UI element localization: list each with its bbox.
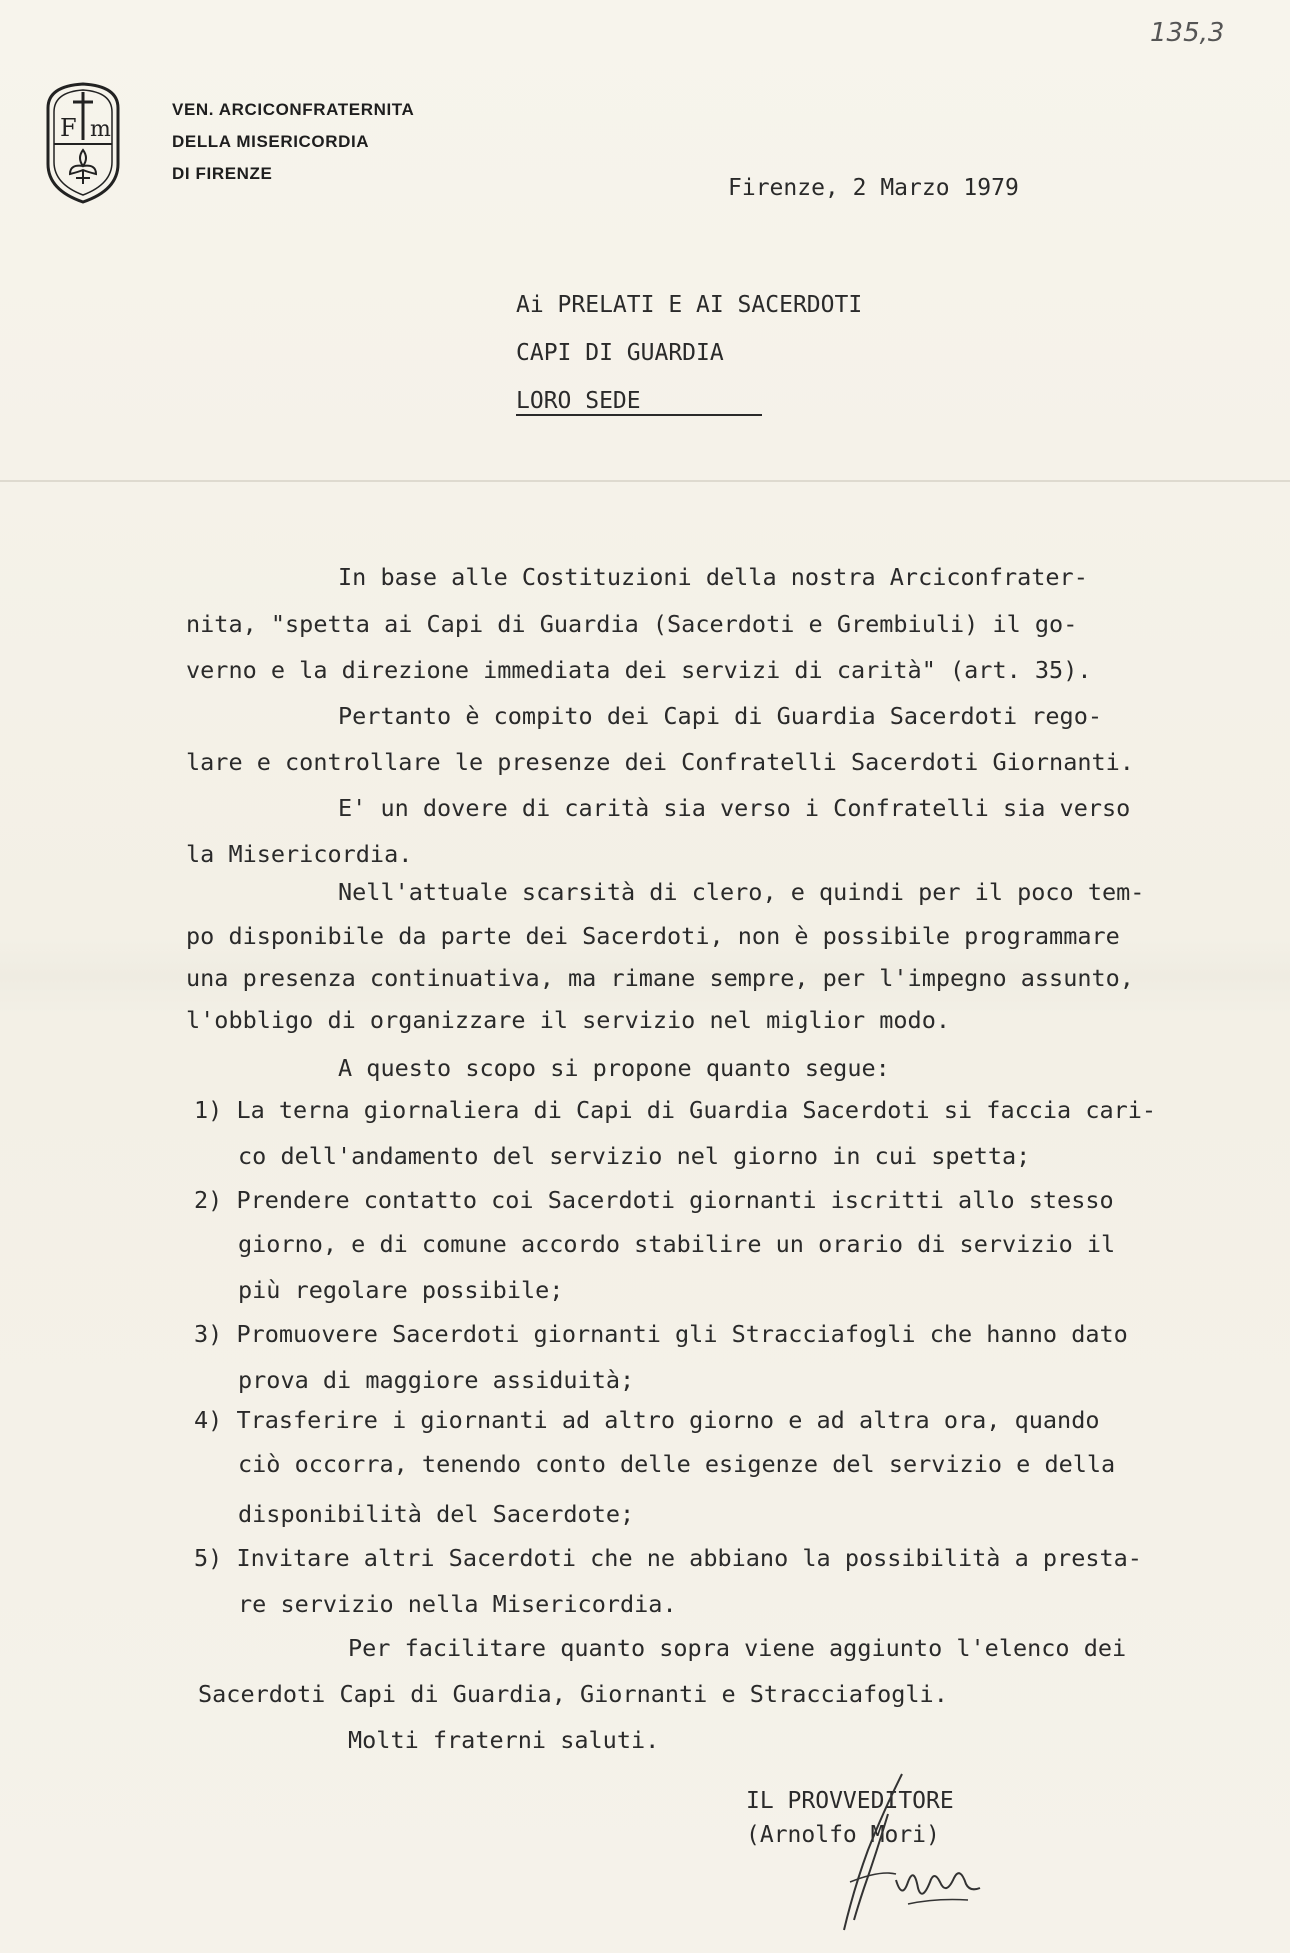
list-item-continuation: re servizio nella Misericordia. bbox=[238, 1590, 677, 1618]
recipient-line: Ai PRELATI E AI SACERDOTI bbox=[516, 292, 863, 318]
letterhead-line: VEN. ARCICONFRATERNITA bbox=[172, 100, 415, 119]
list-item: 5) Invitare altri Sacerdoti che ne abbiano la possibilità a presta- bbox=[194, 1544, 1142, 1572]
recipient-line: CAPI DI GUARDIA bbox=[516, 340, 724, 366]
handwritten-signature bbox=[784, 1770, 984, 1940]
body-line: Nell'attuale scarsità di clero, e quindi per il poco tem- bbox=[338, 878, 1145, 906]
body-line: lare e controllare le presenze dei Confratelli Sacerdoti Giornanti. bbox=[186, 748, 1134, 776]
body-line: po disponibile da parte dei Sacerdoti, non è possibile programmare bbox=[186, 922, 1120, 950]
body-line: Sacerdoti Capi di Guardia, Giornanti e Stracciafogli. bbox=[198, 1680, 948, 1708]
paper-fold bbox=[0, 480, 1290, 482]
letterhead-line: DELLA MISERICORDIA bbox=[172, 132, 370, 151]
list-item-continuation: co dell'andamento del servizio nel giorno in cui spetta; bbox=[238, 1142, 1031, 1170]
archive-number: 135,3 bbox=[1150, 18, 1225, 48]
list-item: 4) Trasferire i giornanti ad altro giorno e ad altra ora, quando bbox=[194, 1406, 1100, 1434]
body-line: l'obbligo di organizzare il servizio nel miglior modo. bbox=[186, 1006, 951, 1034]
svg-text:m: m bbox=[90, 117, 111, 142]
body-line: una presenza continuativa, ma rimane sempre, per l'impegno assunto, bbox=[186, 964, 1134, 992]
list-item-continuation: disponibilità del Sacerdote; bbox=[238, 1500, 635, 1528]
body-line: Pertanto è compito dei Capi di Guardia Sacerdoti rego- bbox=[338, 702, 1103, 730]
list-item-continuation: prova di maggiore assiduità; bbox=[238, 1366, 635, 1394]
list-item-continuation: ciò occorra, tenendo conto delle esigenze del servizio e della bbox=[238, 1450, 1116, 1478]
recipient-underline bbox=[516, 414, 762, 416]
list-item-continuation: più regolare possibile; bbox=[238, 1276, 564, 1304]
body-line: la Misericordia. bbox=[186, 840, 413, 868]
letter-date: Firenze, 2 Marzo 1979 bbox=[728, 175, 1019, 201]
body-line: A questo scopo si propone quanto segue: bbox=[338, 1054, 890, 1082]
letterhead bbox=[172, 94, 414, 190]
letterhead-line: DI FIRENZE bbox=[172, 164, 273, 183]
body-line: In base alle Costituzioni della nostra Arciconfrater- bbox=[338, 563, 1088, 591]
body-line: E' un dovere di carità sia verso i Confratelli sia verso bbox=[338, 794, 1131, 822]
signatory-name: (Arnolfo Mori) bbox=[746, 1822, 940, 1848]
body-line: Molti fraterni saluti. bbox=[348, 1726, 660, 1754]
misericordia-crest-icon bbox=[40, 78, 126, 206]
list-item-continuation: giorno, e di comune accordo stabilire un orario di servizio il bbox=[238, 1230, 1116, 1258]
list-item: 3) Promuovere Sacerdoti giornanti gli Stracciafogli che hanno dato bbox=[194, 1320, 1128, 1348]
body-line: nita, "spetta ai Capi di Guardia (Sacerdoti e Grembiuli) il go- bbox=[186, 610, 1078, 638]
list-item: 1) La terna giornaliera di Capi di Guardia Sacerdoti si faccia cari- bbox=[194, 1096, 1157, 1124]
body-line: Per facilitare quanto sopra viene aggiunto l'elenco dei bbox=[348, 1634, 1127, 1662]
body-line: verno e la direzione immediata dei servizi di carità" (art. 35). bbox=[186, 656, 1092, 684]
svg-text:F: F bbox=[60, 114, 77, 142]
signatory-title: IL PROVVEDITORE bbox=[746, 1788, 954, 1814]
recipient-line: LORO SEDE bbox=[516, 388, 641, 414]
list-item: 2) Prendere contatto coi Sacerdoti giornanti iscritti allo stesso bbox=[194, 1186, 1114, 1214]
